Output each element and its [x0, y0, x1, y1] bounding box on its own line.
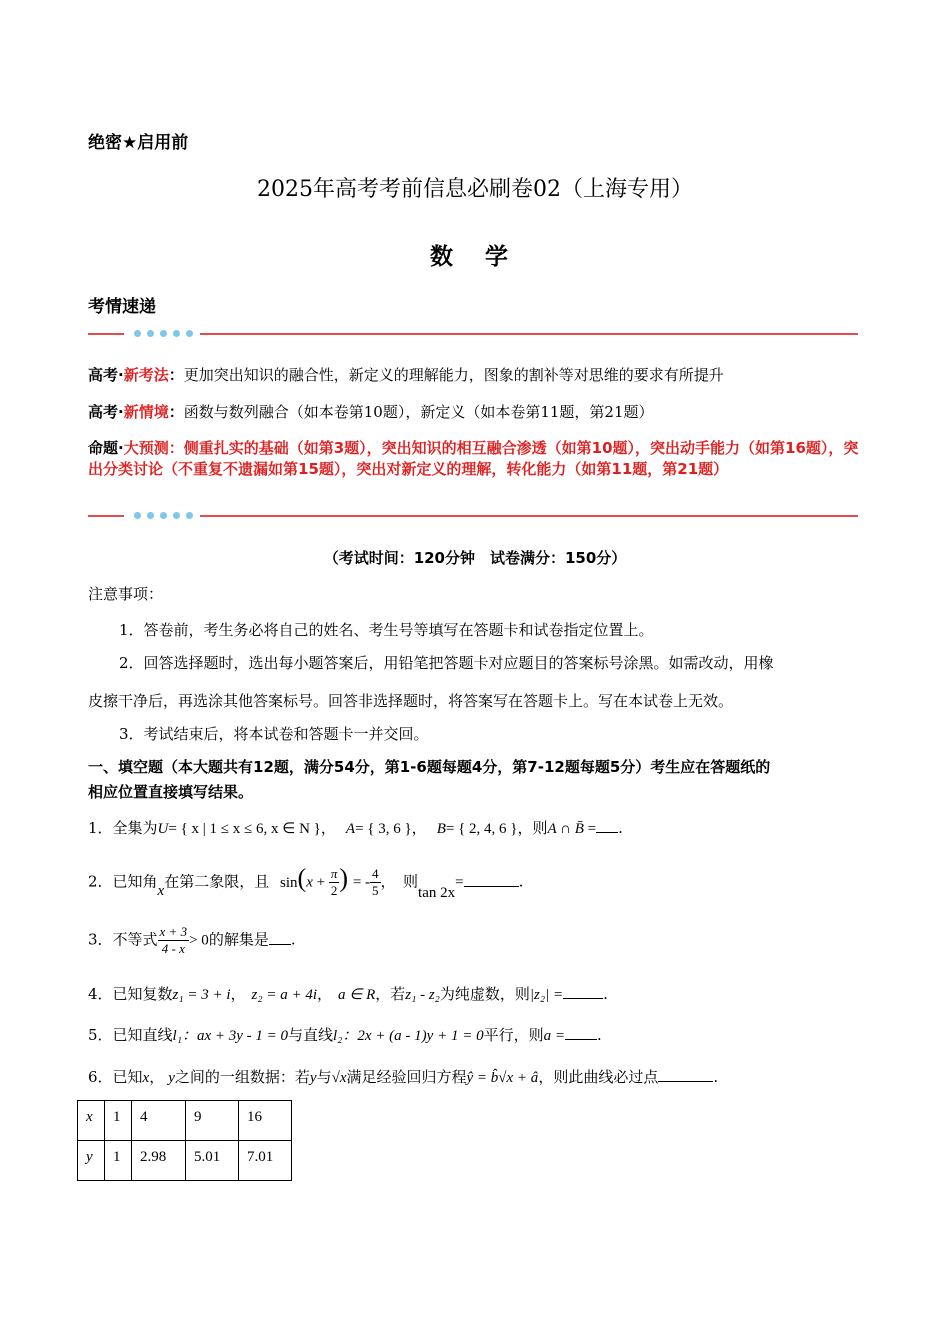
table-row: [78, 1141, 292, 1181]
notice-item-3: 3．考试结束后，将本试卷和答题卡一并交回。: [119, 725, 429, 743]
overview-item-new-context: 高考·新情境：函数与数列融合（如本卷第10题），新定义（如本卷第11题，第21题）: [88, 403, 654, 421]
table-cell: 9: [186, 1101, 239, 1141]
table-cell: 2.98: [132, 1141, 186, 1181]
subject-title: 数 学: [429, 244, 520, 270]
exam-time-info: （考试时间：120分钟 试卷满分：150分）: [323, 549, 627, 567]
exam-title: 2025年高考考前信息必刷卷02（上海专用）: [257, 177, 693, 202]
table-cell: 1: [105, 1101, 132, 1141]
overview-item-new-method: 高考·新考法：更加突出知识的融合性，新定义的理解能力，图象的割补等对思维的要求有所提升: [88, 366, 724, 384]
answer-blank[interactable]: [464, 872, 519, 887]
answer-blank[interactable]: [563, 984, 603, 999]
notice-item-2: 2．回答选择题时，选出每小题答案后，用铅笔把答题卡对应题目的答案标号涂黑。如需改动，用橡: [119, 654, 774, 672]
data-table: [77, 1100, 292, 1181]
table-row: [78, 1101, 292, 1141]
notice-item-1: 1．答卷前，考生务必将自己的姓名、考生号等填写在答题卡和试卷指定位置上。: [119, 621, 654, 639]
notice-heading: 注意事项：: [88, 585, 164, 603]
question-5: 5．已知直线l₁：ax + 3y - 1 = 0与直线l₂：2x + (a - 1)y + 1 = 0平行，则a = .: [88, 1026, 602, 1044]
table-cell: y: [78, 1141, 105, 1181]
overview-item-prediction: 命题·大预测：侧重扎实的基础（如第3题），突出知识的相互融合渗透（如第10题），突出动手能力（如第16题），突出分类讨论（不重复不遗漏如第15题），突出对新定义的理解，转化能力（如第11题，第21题）: [88, 439, 859, 478]
answer-blank[interactable]: [596, 818, 618, 833]
overview-heading: 考情速递: [88, 297, 156, 317]
table-cell: 7.01: [239, 1141, 292, 1181]
question-3: 3．不等式 $\frac{x + 3}{4 - x}$ > 0的解集是 .: [88, 924, 296, 956]
table-cell: 5.01: [186, 1141, 239, 1181]
confidential-label: 绝密★启用前: [88, 133, 189, 153]
question-4: 4．已知复数z₁ = 3 + i， z₂ = a + 4i， a ∈ R，若z₁ - z₂为纯虚数，则|z₂| = .: [88, 985, 608, 1003]
table-cell: x: [78, 1101, 105, 1141]
table-cell: 4: [132, 1101, 186, 1141]
answer-blank[interactable]: [658, 1067, 713, 1082]
notice-item-2-cont: 皮擦干净后，再选涂其他答案标号。回答非选择题时，将答案写在答题卡上。写在本试卷上无效。: [88, 692, 734, 710]
divider-top: [88, 329, 858, 339]
table-cell: 16: [239, 1101, 292, 1141]
divider-bottom: [88, 511, 858, 521]
answer-blank[interactable]: [269, 930, 291, 945]
section-1-heading: 一、填空题（本大题共有12题，满分54分，第1-6题每题4分，第7-12题每题5分）考生应在答题纸的 相应位置直接填写结果。: [88, 758, 771, 801]
table-cell: 1: [105, 1141, 132, 1181]
question-6: 6．已知x， y之间的一组数据：若y与√x满足经验回归方程ŷ = b̂√x + â，则此曲线必过点 .: [88, 1068, 719, 1086]
question-2: 2．已知角x在第二象限，且 sin(x + $\frac{\pi}{2}$ ) = - $\frac{4}{5}$ ， 则tan 2x= .: [88, 863, 524, 901]
answer-blank[interactable]: [565, 1025, 597, 1040]
question-1: 1．全集为U= { x | 1 ≤ x ≤ 6, x ∈ N }， A= { 3, 6 }， B= { 2, 4, 6 }，则A ∩ B̄ = .: [88, 819, 623, 837]
